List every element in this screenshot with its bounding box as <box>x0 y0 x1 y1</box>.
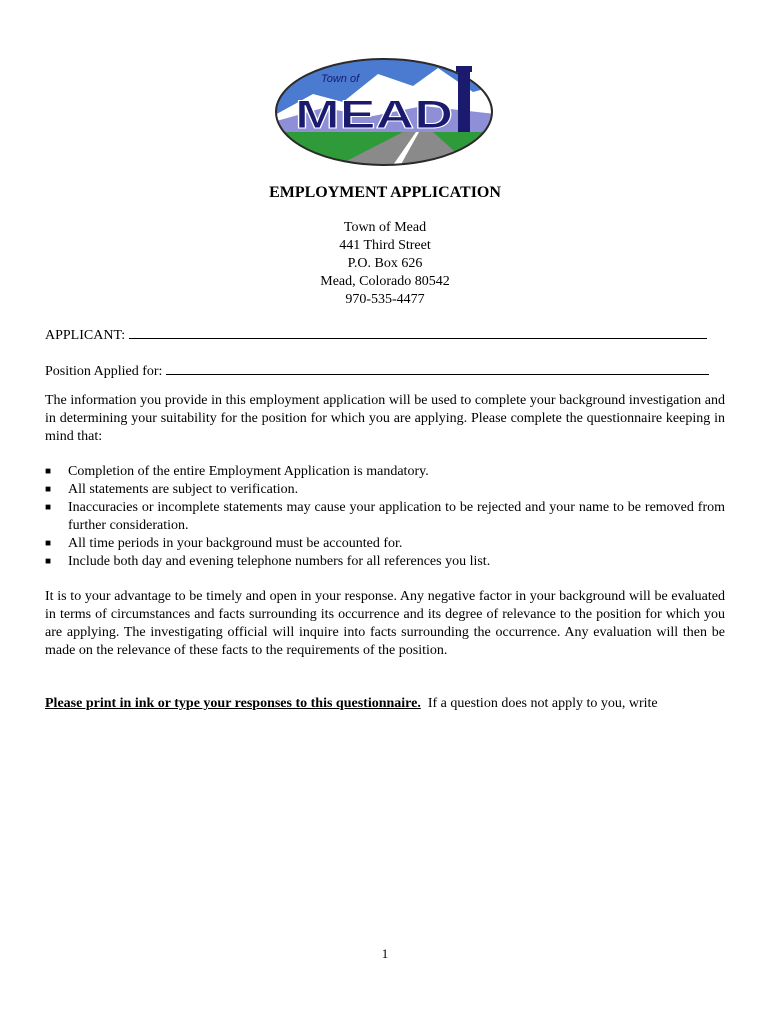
logo-tower-icon <box>458 70 470 132</box>
address-po-box: P.O. Box 626 <box>347 256 423 271</box>
square-bullet-icon: ■ <box>45 466 52 477</box>
address-name: Town of Mead <box>343 220 427 235</box>
instruction-rest: If a question does not apply to you, write <box>420 696 658 711</box>
instruction-bold: Please print in ink or type your responses to this questionnaire. <box>45 696 421 711</box>
position-input-line[interactable] <box>166 361 709 375</box>
intro-paragraph: The information you provide in this employment application will be used to complete your background investigation and in determining your suitability for the position for which you are applying. Please complete the questionnaire keeping in mind that: <box>45 393 725 444</box>
position-label: Position Applied for: <box>45 364 163 379</box>
list-item: ■ All time periods in your background must be accounted for. <box>45 536 403 551</box>
applicant-field <box>45 325 707 344</box>
square-bullet-icon: ■ <box>45 502 52 513</box>
town-of-mead-logo <box>273 56 495 168</box>
logo-tower-top <box>456 66 472 72</box>
list-item: ■ All statements are subject to verification. <box>45 482 299 497</box>
list-item: ■ Completion of the entire Employment Application is mandatory. <box>45 464 429 479</box>
address-street: 441 Third Street <box>339 238 431 253</box>
applicant-label: APPLICANT: <box>45 328 126 343</box>
square-bullet-icon: ■ <box>45 538 52 549</box>
address-phone: 970-535-4477 <box>345 292 425 307</box>
applicant-input-line[interactable] <box>129 325 707 339</box>
position-field <box>45 361 709 380</box>
page-number: 1 <box>381 946 389 961</box>
logo-small-text: Town of <box>321 73 360 85</box>
address-block <box>0 219 770 309</box>
address-city: Mead, Colorado 80542 <box>320 274 450 289</box>
requirements-list <box>45 463 725 571</box>
square-bullet-icon: ■ <box>45 556 52 567</box>
list-item: ■ Include both day and evening telephone numbers for all references you list. <box>45 554 491 569</box>
logo-big-text: MEAD <box>295 93 453 137</box>
advantage-paragraph: It is to your advantage to be timely and open in your response. Any negative factor in your background will be evaluated in terms of circumstances and facts surrounding its occurrence and its degree of relevance to the position for which you are applying. The investigating official will inquire into facts surrounding the occurrence. Any evaluation will then be made on the relevance of these facts to the requirements of the position. <box>45 589 725 658</box>
page-title: EMPLOYMENT APPLICATION <box>269 184 501 201</box>
instruction-paragraph <box>45 695 725 713</box>
square-bullet-icon: ■ <box>45 484 52 495</box>
list-item: ■ Inaccuracies or incomplete statements may cause your application to be rejected and your name to be removed from further consideration. <box>45 500 725 533</box>
